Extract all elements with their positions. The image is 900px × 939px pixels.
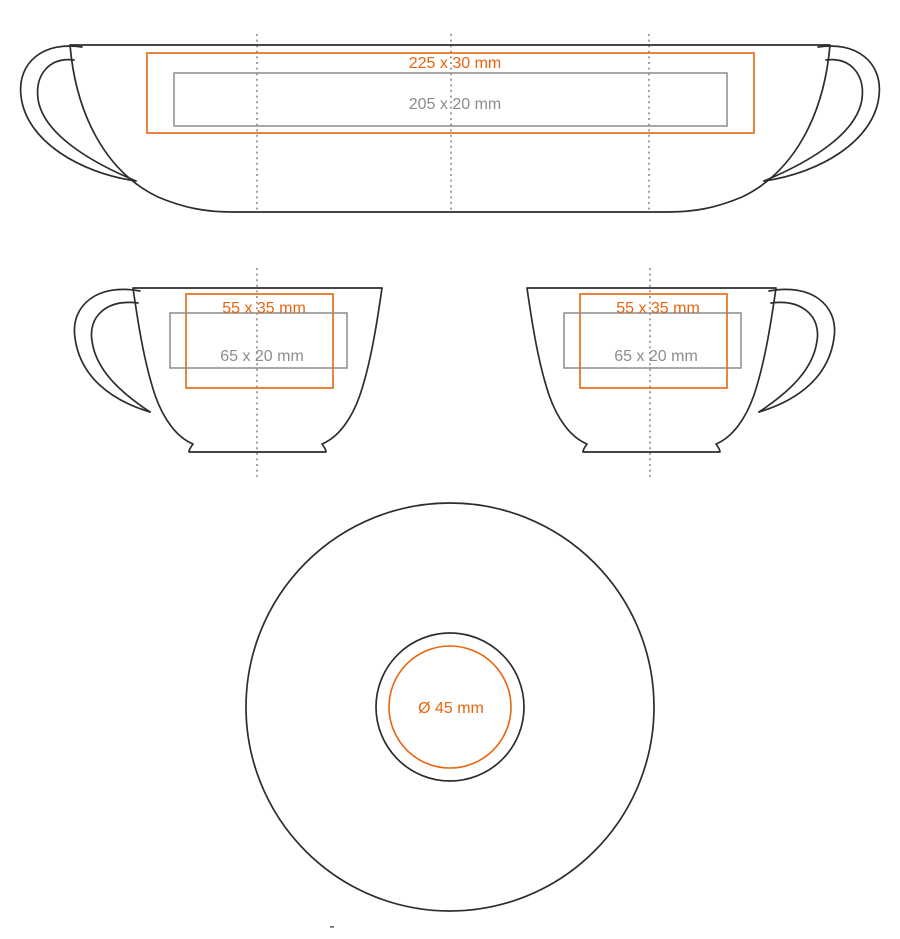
cup-left-handle-outer bbox=[74, 289, 150, 412]
bowl-left-handle-outer bbox=[21, 46, 136, 181]
cup-left-handle-inner bbox=[91, 302, 150, 412]
bowl-right-handle bbox=[764, 46, 879, 181]
bowl-right-handle-inner bbox=[764, 60, 862, 181]
saucer-diameter-label: Ø 45 mm bbox=[418, 700, 484, 717]
cup-left-inner-area-label: 65 x 20 mm bbox=[220, 348, 304, 365]
bowl-side-view bbox=[21, 34, 880, 212]
cup-right-inner-area-label: 65 x 20 mm bbox=[614, 348, 698, 365]
bowl-inner-area-label: 205 x 20 mm bbox=[408, 96, 502, 113]
cup-right-handle bbox=[759, 289, 835, 412]
bowl-print-area-label: 225 x 30 mm bbox=[408, 55, 502, 72]
bowl-left-handle bbox=[21, 46, 136, 181]
cup-left-handle bbox=[74, 289, 150, 412]
bowl-left-handle-inner bbox=[38, 60, 136, 181]
saucer-top-view bbox=[246, 503, 654, 911]
cup-right-handle-inner bbox=[759, 302, 818, 412]
bowl-right-handle-outer bbox=[764, 46, 879, 181]
cup-right-handle-outer bbox=[759, 289, 835, 412]
stray-dash-mark: - bbox=[329, 918, 335, 935]
cup-right-view bbox=[527, 268, 835, 477]
cup-left-view bbox=[74, 268, 382, 477]
cup-right-print-area-label: 55 x 35 mm bbox=[616, 300, 700, 317]
cup-left-print-area-label: 55 x 35 mm bbox=[222, 300, 306, 317]
